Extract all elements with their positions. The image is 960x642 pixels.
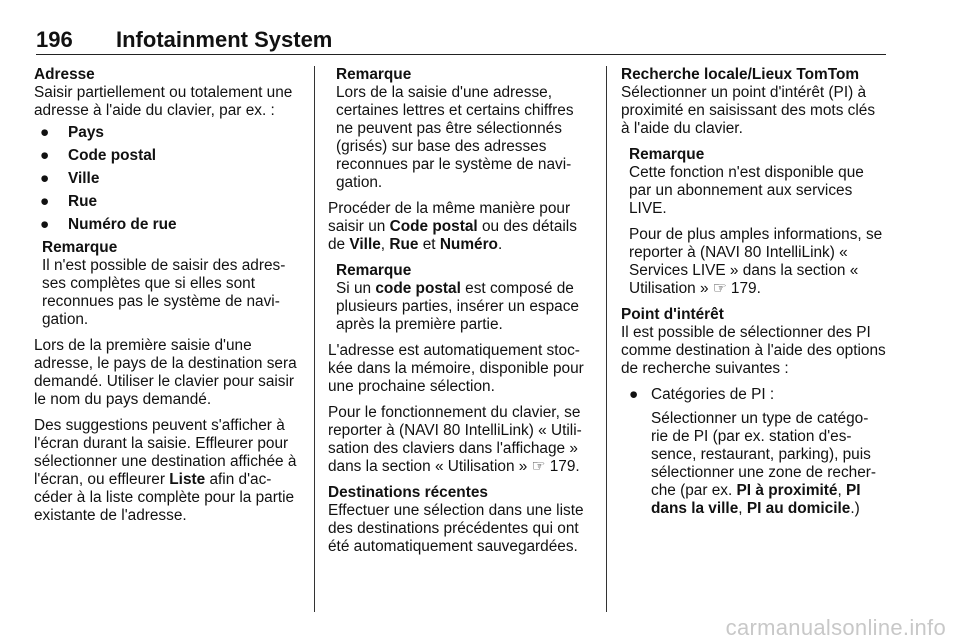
note-text: Lors de la saisie d'une adresse, certaines lettres et certains chiffres ne peuvent pas être sélectionnés (grisés) sur base des adresses reconnues par le système de navi‑ gation. xyxy=(336,84,574,191)
paragraph: Pour le fonctionnement du clavier, se reporter à (NAVI 80 IntelliLink) « Utili‑ sation des claviers dans l'affichage » dans la section « Utilisation » ☞ 179. xyxy=(328,404,582,475)
list-item: ● Code postal xyxy=(40,147,157,164)
note-title: Remarque xyxy=(42,239,118,256)
note-block xyxy=(34,239,300,329)
heading-adresse: Adresse xyxy=(34,66,95,83)
paragraph: Il est possible de sélectionner des PI comme destination à l'aide des options de recherche suivantes : xyxy=(621,324,886,377)
liste-term: Liste xyxy=(169,471,206,488)
page-number: 196 xyxy=(36,27,73,52)
heading-destinations-recentes: Destinations récentes xyxy=(328,484,488,501)
note-title: Remarque xyxy=(336,66,412,83)
column-middle xyxy=(328,66,590,564)
paragraph: Sélectionner un type de catégo‑ rie de PI (par ex. station d'es‑ sence, restaurant, parking), puis sélectionner une zone de recher‑ che (par ex. PI à proximité, PI dans la ville, PI au domicile.) xyxy=(651,410,877,517)
paragraph: Lors de la première saisie d'une adresse, le pays de la destination sera demandé. Utiliser le clavier pour saisir le nom du pays demandé. xyxy=(34,337,297,408)
note-text: Si un code postal est composé de plusieurs parties, insérer un espace après la première partie. xyxy=(336,280,579,333)
note-text: Cette fonction n'est disponible que par un abonnement aux services LIVE. xyxy=(629,164,864,217)
list-item: ● Rue xyxy=(40,193,98,210)
paragraph: Effectuer une sélection dans une liste des destinations précédentes qui ont été automatiquement sauvegardées. xyxy=(328,502,584,555)
note-block xyxy=(621,146,887,218)
address-fields-list xyxy=(34,124,300,234)
list-item: ● Pays xyxy=(40,124,104,141)
note-block xyxy=(328,66,590,192)
watermark-text: carmanualsonline.info xyxy=(725,615,946,640)
heading-point-interet: Point d'intérêt xyxy=(621,306,724,323)
bullet-icon: ● xyxy=(40,124,50,141)
list-item: ● Catégories de PI : xyxy=(629,386,775,403)
heading-recherche-locale: Recherche locale/Lieux TomTom xyxy=(621,66,860,83)
paragraph: Sélectionner un point d'intérêt (PI) à proximité en saisissant des mots clés à l'aide du clavier. xyxy=(621,84,876,137)
page-title: Infotainment System xyxy=(116,27,333,52)
paragraph: Saisir partiellement ou totalement une adresse à l'aide du clavier, par ex. : xyxy=(34,84,293,119)
note-text: Il n'est possible de saisir des adres‑ ses complètes que si elles sont reconnues pas le système de navi‑ gation. xyxy=(42,257,286,328)
note-title: Remarque xyxy=(629,146,705,163)
paragraph: L'adresse est automatiquement stoc‑ kée dans la mémoire, disponible pour une prochaine sélection. xyxy=(328,342,584,395)
bullet-icon: ● xyxy=(40,147,50,164)
column-divider xyxy=(606,66,607,612)
page-reference-link[interactable]: ☞ 179. xyxy=(712,280,761,297)
page-reference-link[interactable]: ☞ 179. xyxy=(531,458,580,475)
note-title: Remarque xyxy=(336,262,412,279)
list-item: ● Ville xyxy=(40,170,100,187)
bullet-icon: ● xyxy=(40,193,50,210)
bullet-icon: ● xyxy=(40,170,50,187)
bullet-icon: ● xyxy=(40,216,50,233)
bullet-icon: ● xyxy=(629,386,639,403)
column-right xyxy=(621,66,887,518)
page-header xyxy=(36,26,886,55)
paragraph: Pour de plus amples informations, se reporter à (NAVI 80 IntelliLink) « Services LIVE » dans la section « Utilisation » ☞ 179. xyxy=(629,226,883,297)
column-divider xyxy=(314,66,315,612)
paragraph: Des suggestions peuvent s'afficher à l'écran durant la saisie. Effleurer pour sélectionner une destination affichée à l'écran, ou effleurer Liste afin d'ac‑ céder à la liste complète pour la partie existante de l'adresse. xyxy=(34,417,297,524)
column-left xyxy=(34,66,300,533)
note-block xyxy=(328,262,590,334)
list-item: ● Numéro de rue xyxy=(40,216,177,233)
paragraph: Procéder de la même manière pour saisir un Code postal ou des détails de Ville, Rue et Numéro. xyxy=(328,200,577,253)
